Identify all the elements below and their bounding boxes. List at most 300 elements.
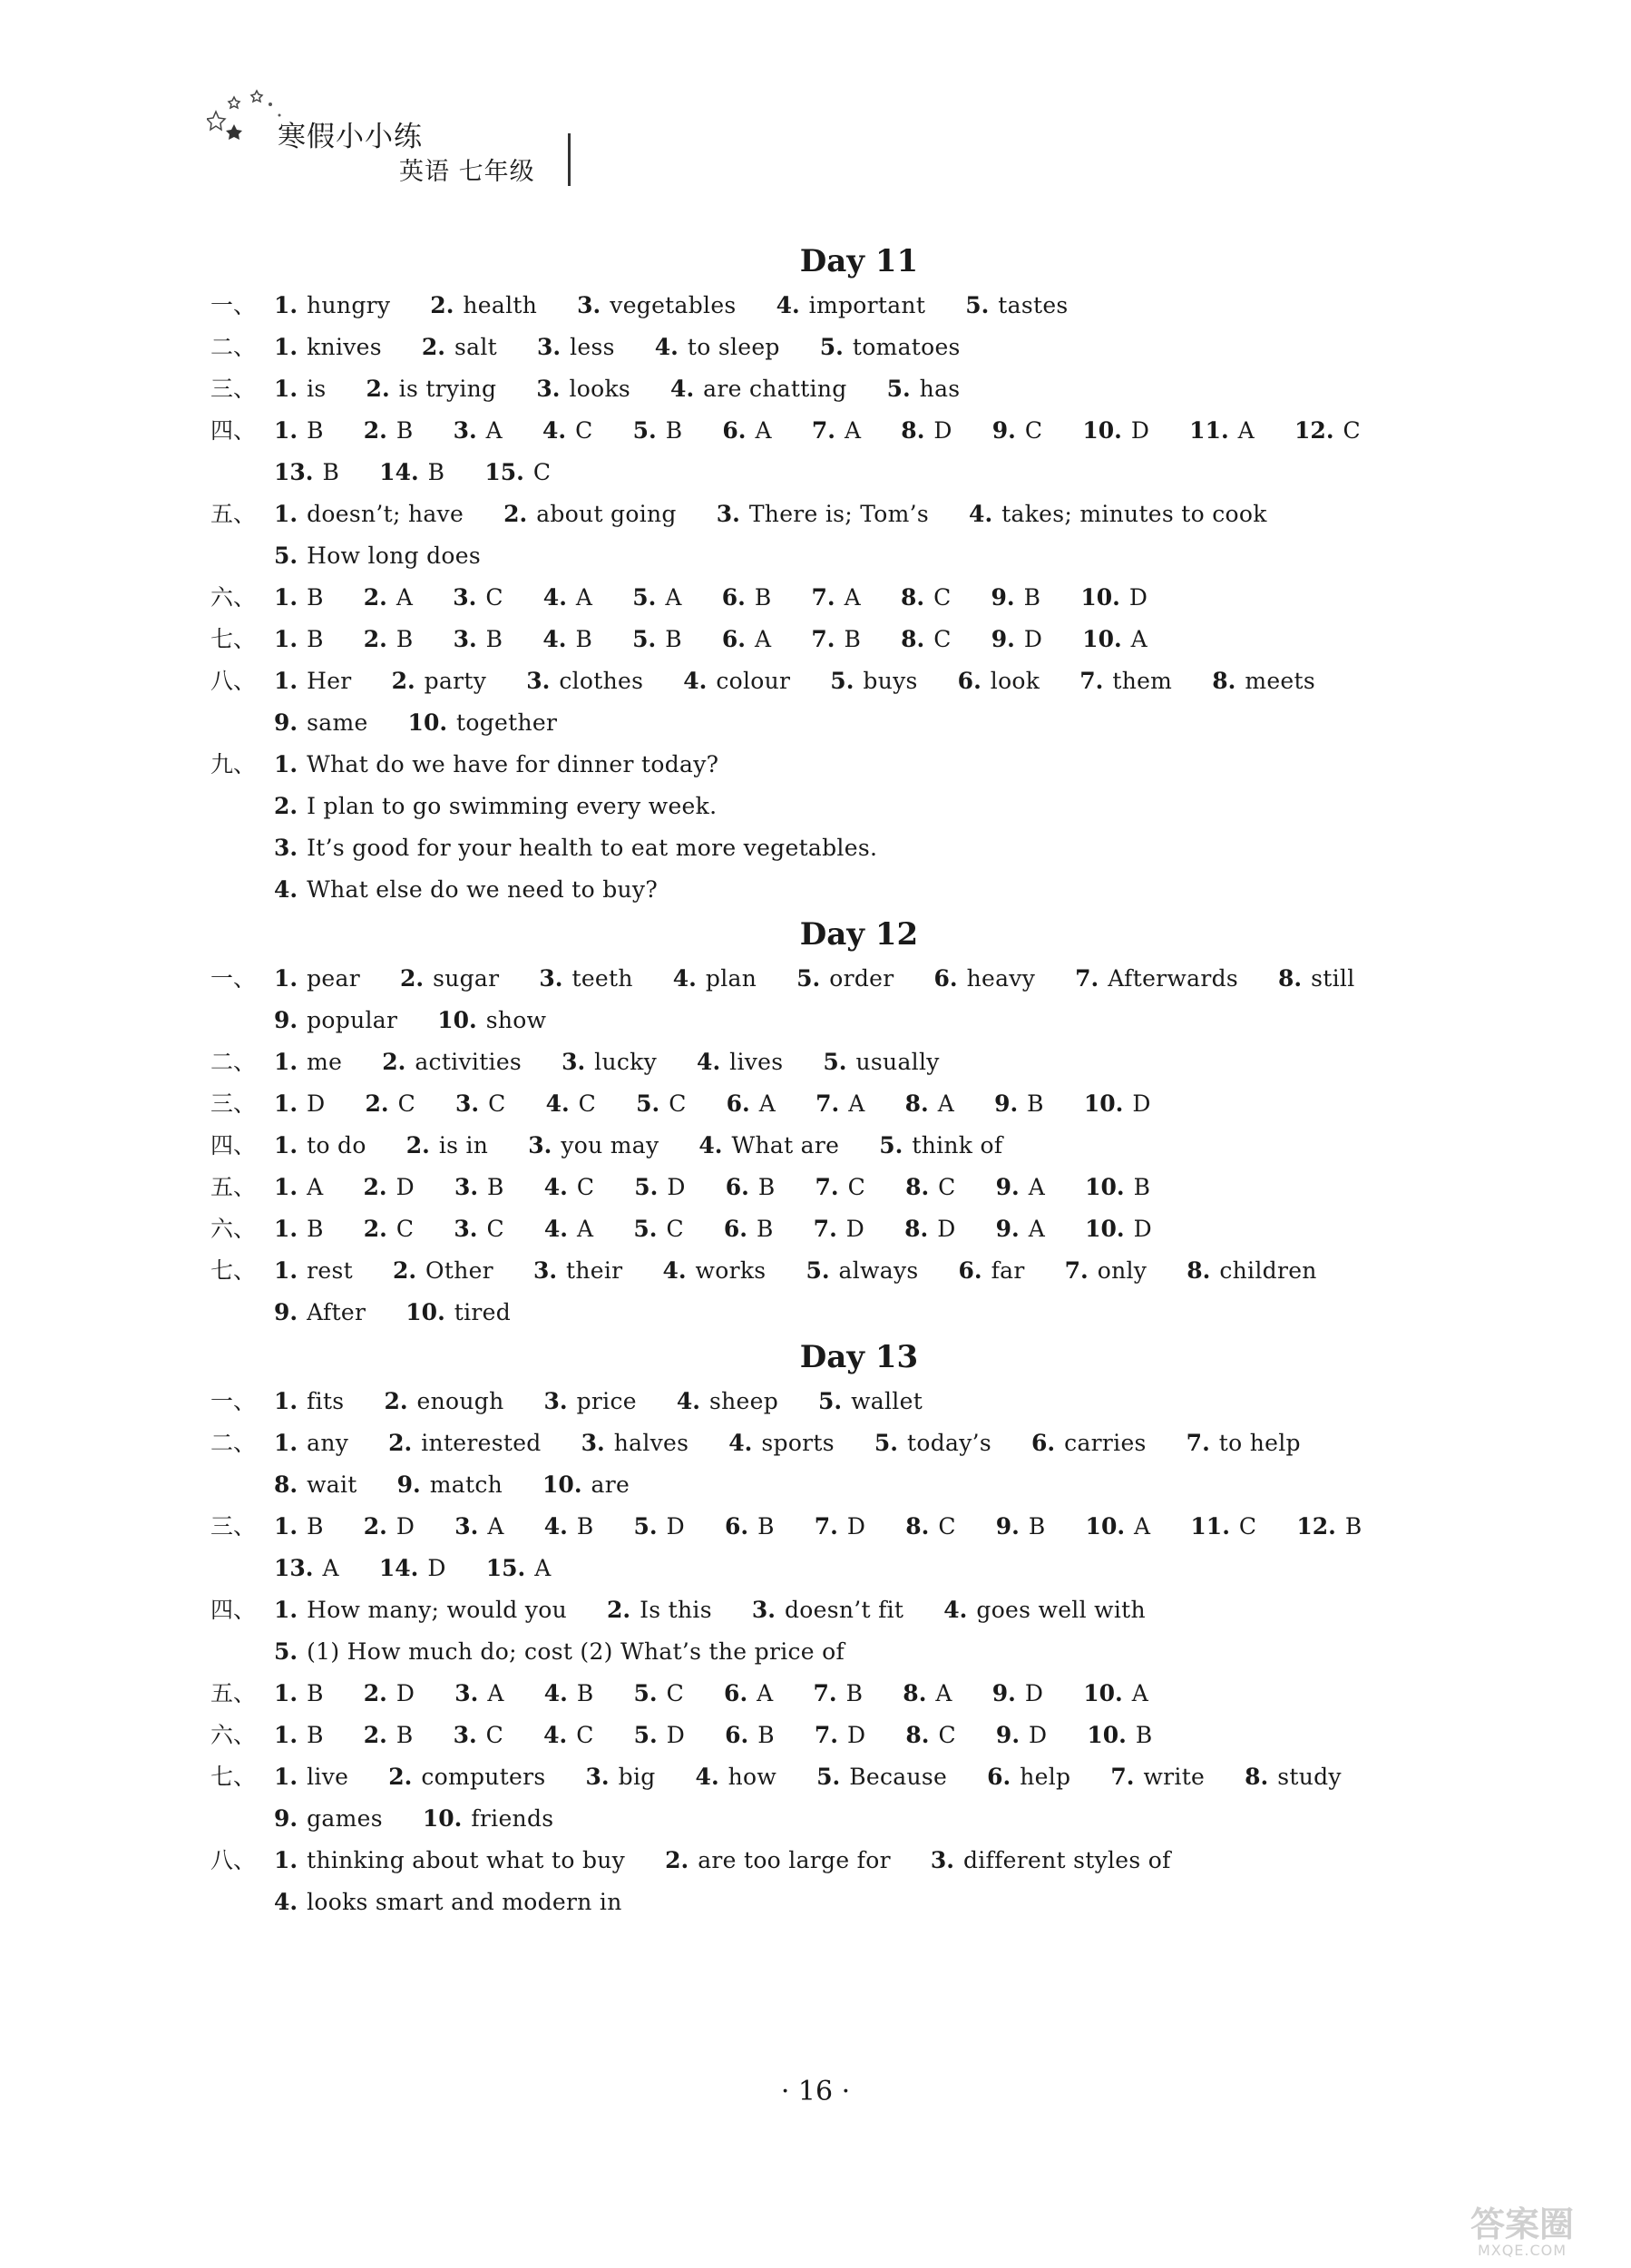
answer-item (1087, 1715, 1152, 1756)
question-group-label: 六、 (210, 584, 257, 611)
answer-item (901, 577, 952, 619)
answer-item (1079, 660, 1172, 702)
answer-item (665, 1840, 891, 1882)
answer-number: 3. (453, 417, 477, 444)
answer-text: (1) How much do; cost (2) What’s the price of (307, 1638, 845, 1665)
answer-text: B (322, 459, 340, 485)
answer-text: is in (438, 1132, 489, 1158)
answer-row (210, 702, 1444, 744)
answer-items (274, 1756, 1382, 1798)
answer-number: 2. (363, 417, 387, 444)
answer-text: C (532, 459, 552, 485)
answer-items (274, 1083, 1191, 1125)
answer-text: A (844, 584, 861, 611)
answer-number: 4. (698, 1132, 723, 1158)
answer-item (820, 327, 961, 368)
answer-item (683, 660, 790, 702)
answer-number: 5. (633, 1680, 658, 1706)
question-group-label: 二、 (210, 1049, 257, 1075)
question-group-label: 六、 (210, 1722, 257, 1748)
answer-item (365, 1083, 415, 1125)
answer-item (634, 1715, 685, 1756)
answer-row (210, 327, 1444, 368)
answer-item (274, 660, 352, 702)
answer-item (996, 1715, 1047, 1756)
answer-items (274, 1041, 980, 1083)
answer-item (814, 1673, 864, 1715)
answer-number: 2. (503, 501, 528, 527)
day-section (210, 911, 1444, 1334)
answer-text: A (755, 417, 772, 444)
answer-item (830, 660, 917, 702)
answer-item (539, 958, 632, 1000)
answer-number: 4. (683, 668, 708, 694)
answer-item (384, 1381, 503, 1422)
answer-text: C (576, 1722, 594, 1748)
answer-item (1082, 619, 1148, 660)
answer-number: 5. (633, 1216, 658, 1242)
question-group-label: 八、 (210, 668, 257, 694)
answer-text: C (1238, 1513, 1257, 1540)
question-group-label: 四、 (210, 417, 257, 444)
book-title: 寒假小小练 (278, 121, 423, 153)
answer-item (1187, 1250, 1316, 1292)
answer-item (812, 410, 861, 452)
answer-text: D (396, 1174, 415, 1200)
answer-text: heavy (966, 965, 1036, 992)
answer-text: D (1130, 417, 1150, 444)
answer-text: doesn’t fit (784, 1597, 904, 1623)
answer-content (210, 238, 1444, 1923)
answer-text: A (396, 584, 414, 611)
answer-number: 1. (274, 626, 298, 652)
answer-number: 3. (751, 1597, 776, 1623)
answer-number: 10. (1087, 1722, 1127, 1748)
answer-item (274, 577, 324, 619)
answer-number: 1. (274, 1764, 298, 1790)
answer-number: 10. (405, 1299, 445, 1325)
answer-text: A (937, 1090, 955, 1117)
answer-text: B (396, 1722, 414, 1748)
answer-text: C (933, 626, 952, 652)
answer-item (903, 1673, 952, 1715)
answer-text: popular (307, 1007, 398, 1033)
answer-text: I plan to go swimming every week. (307, 793, 718, 819)
answer-number: 8. (905, 1174, 930, 1200)
answer-text: is trying (398, 376, 497, 402)
answer-item (1075, 958, 1238, 1000)
answer-item (607, 1589, 712, 1631)
answer-item (633, 410, 683, 452)
answer-row (210, 619, 1444, 660)
answer-number: 1. (274, 584, 298, 611)
answer-text: meets (1245, 668, 1315, 694)
answer-number: 4. (654, 334, 679, 360)
answer-number: 8. (1212, 668, 1236, 694)
answer-item (1190, 1506, 1256, 1548)
answer-number: 2. (363, 1722, 387, 1748)
answer-item (670, 368, 847, 410)
answer-number: 6. (958, 1257, 982, 1284)
answer-item (633, 1208, 684, 1250)
answer-text: big (618, 1764, 656, 1790)
answer-item (274, 1125, 366, 1167)
answer-number: 2. (388, 1430, 413, 1456)
answer-text: enough (416, 1388, 504, 1414)
answer-item (722, 619, 771, 660)
answer-item (379, 452, 444, 494)
answer-item (543, 1715, 594, 1756)
answer-number: 1. (274, 1049, 298, 1075)
answer-text: tastes (998, 292, 1069, 318)
answer-item (752, 1589, 903, 1631)
answer-item (274, 702, 368, 744)
answer-text: C (485, 1722, 504, 1748)
answer-items (274, 1464, 669, 1506)
answer-item (726, 1167, 776, 1208)
answer-text: A (487, 1680, 504, 1706)
answer-number: 6. (725, 1722, 749, 1748)
day-title: Day 13 (799, 1339, 919, 1375)
answer-text: party (424, 668, 487, 694)
book-header (207, 86, 588, 186)
answer-text: B (1133, 1174, 1151, 1200)
answer-text: C (666, 1680, 685, 1706)
answer-number: 2. (366, 376, 390, 402)
answer-row (210, 452, 1444, 494)
answer-text: hungry (307, 292, 391, 318)
answer-number: 1. (274, 965, 298, 992)
answer-item (725, 1715, 775, 1756)
answer-text: help (1020, 1764, 1071, 1790)
answer-text: teeth (571, 965, 633, 992)
answer-item (992, 1673, 1043, 1715)
answer-text: A (1131, 1680, 1149, 1706)
answer-text: A (322, 1555, 339, 1581)
answer-number: 3. (536, 376, 561, 402)
answer-item (905, 1715, 956, 1756)
answer-item (806, 1250, 918, 1292)
answer-number: 3. (562, 1049, 586, 1075)
answer-number: 2. (363, 1174, 387, 1200)
answer-text: What else do we need to buy? (307, 876, 659, 903)
answer-text: B (396, 417, 414, 444)
answer-row (210, 1882, 1444, 1923)
answer-text: B (307, 417, 324, 444)
answer-row (210, 1250, 1444, 1292)
answer-number: 7. (811, 584, 835, 611)
question-group-label: 七、 (210, 1764, 257, 1790)
answer-text: them (1112, 668, 1173, 694)
answer-text: C (575, 417, 593, 444)
page-number: · 16 · (780, 2076, 851, 2107)
answer-item (987, 1756, 1070, 1798)
answer-number: 6. (726, 1090, 750, 1117)
answer-number: 4. (274, 876, 298, 903)
answer-number: 7. (814, 1722, 839, 1748)
answer-number: 5. (886, 376, 911, 402)
answer-item (812, 577, 861, 619)
answer-item (274, 958, 360, 1000)
answer-item (542, 619, 592, 660)
day-section (210, 238, 1444, 911)
answer-text: A (1028, 1216, 1046, 1242)
answer-item (274, 1381, 344, 1422)
answer-items (274, 1125, 1042, 1167)
answer-text: D (427, 1555, 446, 1581)
day-title: Day 12 (799, 916, 919, 953)
answer-text: how (728, 1764, 777, 1790)
answer-text: different styles of (962, 1847, 1171, 1873)
question-group-label: 七、 (210, 626, 257, 652)
answer-item (274, 1292, 366, 1334)
answer-text: far (991, 1257, 1025, 1284)
answer-number: 10. (1083, 1090, 1124, 1117)
answer-item (437, 1000, 546, 1041)
answer-item (1082, 410, 1149, 452)
answer-item (388, 1422, 541, 1464)
answer-item (405, 1292, 511, 1334)
answer-text: usually (855, 1049, 940, 1075)
answer-text: Is this (640, 1597, 712, 1623)
question-group-label: 五、 (210, 1680, 257, 1706)
answer-item (698, 1125, 839, 1167)
answer-item (991, 577, 1041, 619)
answer-number: 7. (1075, 965, 1099, 992)
answer-row (210, 1589, 1444, 1631)
answer-row (210, 535, 1444, 577)
answer-item (814, 1208, 864, 1250)
answer-text: B (757, 1174, 776, 1200)
answer-number: 15. (485, 1555, 526, 1581)
answer-number: 9. (274, 1299, 298, 1325)
answer-text: still (1311, 965, 1355, 992)
answer-number: 7. (814, 1513, 838, 1540)
answer-text: D (396, 1513, 415, 1540)
answer-row (210, 660, 1444, 702)
answer-item (816, 1167, 866, 1208)
answer-text: has (919, 376, 961, 402)
answer-text: A (1130, 626, 1148, 652)
answer-number: 3. (526, 668, 551, 694)
answer-row (210, 1798, 1444, 1840)
answer-number: 14. (379, 459, 419, 485)
answer-item (274, 1208, 324, 1250)
answer-number: 6. (722, 417, 747, 444)
answer-text: A (487, 1513, 504, 1540)
answer-item (1187, 1422, 1301, 1464)
answer-number: 10. (1085, 1216, 1125, 1242)
answer-item (274, 1506, 324, 1548)
answer-item (486, 1548, 552, 1589)
answer-text: friends (471, 1805, 554, 1832)
answer-item (274, 1589, 567, 1631)
answer-text: D (1128, 584, 1148, 611)
answer-item (528, 1125, 659, 1167)
answer-text: halves (613, 1430, 689, 1456)
answer-number: 5. (796, 965, 821, 992)
answer-item (274, 1422, 348, 1464)
answer-item (697, 1041, 783, 1083)
answer-text: buys (863, 668, 918, 694)
answer-text: A (935, 1680, 952, 1706)
answer-item (274, 1715, 324, 1756)
answer-number: 5. (632, 584, 657, 611)
answer-number: 4. (543, 1174, 568, 1200)
answer-text: A (307, 1174, 324, 1200)
answer-number: 2. (388, 1764, 413, 1790)
answer-item (393, 1250, 493, 1292)
answer-text: sports (761, 1430, 835, 1456)
answer-number: 9. (995, 1216, 1020, 1242)
answer-text: B (307, 1722, 324, 1748)
answer-text: There is; Tom’s (748, 501, 930, 527)
answer-number: 8. (904, 1090, 929, 1117)
answer-text: salt (454, 334, 497, 360)
answer-item (379, 1548, 446, 1589)
answer-item (544, 1167, 595, 1208)
answer-number: 2. (363, 626, 387, 652)
answer-items (274, 958, 1395, 1000)
answer-text: looks (569, 376, 631, 402)
answer-text: write (1143, 1764, 1206, 1790)
answer-row (210, 1464, 1444, 1506)
answer-items (274, 1548, 591, 1589)
answer-text: B (307, 1513, 324, 1540)
answer-text: is (307, 376, 327, 402)
answer-number: 5. (874, 1430, 899, 1456)
answer-row (210, 368, 1444, 410)
answer-item (364, 1673, 415, 1715)
answer-item (526, 660, 643, 702)
answer-item (274, 869, 658, 911)
answer-number: 4. (543, 1216, 568, 1242)
answer-item (274, 1083, 325, 1125)
answer-item (392, 660, 487, 702)
answer-item (274, 327, 382, 368)
answer-number: 5. (632, 626, 657, 652)
answer-item (1085, 1208, 1152, 1250)
answer-text: A (755, 626, 772, 652)
answer-number: 5. (633, 1722, 658, 1748)
answer-item (274, 1464, 357, 1506)
answer-number: 5. (819, 334, 844, 360)
answer-number: 1. (274, 1680, 298, 1706)
answer-item (634, 1167, 685, 1208)
answer-item (397, 1464, 503, 1506)
answer-text: D (1133, 1216, 1152, 1242)
answer-item (364, 1715, 414, 1756)
answer-number: 2. (405, 1132, 430, 1158)
answer-item (586, 1756, 656, 1798)
answer-number: 3. (455, 1090, 480, 1117)
answer-number: 1. (274, 1513, 298, 1540)
answer-text: B (1027, 1090, 1044, 1117)
answer-text: B (1028, 1513, 1046, 1540)
answer-item (725, 1506, 775, 1548)
answer-number: 4. (670, 376, 695, 402)
answer-item (1110, 1756, 1205, 1798)
answer-text: less (570, 334, 615, 360)
answer-text: B (575, 626, 593, 652)
answer-number: 4. (542, 584, 567, 611)
answer-item (274, 1631, 845, 1673)
answer-item (544, 1208, 593, 1250)
book-subtitle: 英语 七年级 (399, 158, 535, 186)
answer-item (454, 1506, 503, 1548)
answer-text: live (307, 1764, 349, 1790)
answer-number: 3. (930, 1847, 954, 1873)
answer-number: 2. (430, 292, 454, 318)
answer-text: goes well with (976, 1597, 1146, 1623)
answer-item (454, 619, 503, 660)
answer-item (634, 1506, 685, 1548)
answer-item (1296, 1506, 1362, 1548)
answer-text: are (591, 1471, 630, 1498)
answer-item (887, 368, 961, 410)
answer-item (1065, 1250, 1148, 1292)
answer-number: 7. (811, 626, 835, 652)
answer-item (905, 1083, 954, 1125)
answer-text: health (463, 292, 538, 318)
answer-item (274, 1250, 353, 1292)
answer-item (546, 1083, 597, 1125)
answer-item (816, 1756, 947, 1798)
answer-number: 6. (721, 584, 746, 611)
answer-text: important (808, 292, 926, 318)
answer-text: C (488, 1090, 506, 1117)
answer-number: 6. (933, 965, 958, 992)
answer-text: knives (307, 334, 382, 360)
answer-number: 4. (543, 1680, 568, 1706)
answer-text: works (695, 1257, 767, 1284)
answer-text: tired (454, 1299, 512, 1325)
answer-item (991, 619, 1042, 660)
answer-number: 10. (1085, 1513, 1126, 1540)
answer-text: same (307, 709, 368, 736)
answer-text: D (933, 417, 952, 444)
answer-text: fits (307, 1388, 345, 1414)
answer-items (274, 327, 1001, 368)
day-section (210, 1334, 1444, 1923)
answer-item (274, 786, 717, 827)
answer-number: 8. (901, 417, 925, 444)
answer-item (364, 1208, 415, 1250)
answer-item (965, 285, 1068, 327)
answer-text: B (576, 1680, 594, 1706)
answer-item (274, 619, 324, 660)
answer-number: 9. (994, 1090, 1019, 1117)
answer-text: D (307, 1090, 326, 1117)
answer-text: plan (705, 965, 757, 992)
answer-text: any (307, 1430, 349, 1456)
answer-row (210, 1756, 1444, 1798)
answer-number: 6. (724, 1513, 749, 1540)
answer-number: 1. (274, 334, 298, 360)
answer-number: 9. (991, 584, 1015, 611)
answer-number: 2. (399, 965, 425, 992)
answer-row (210, 1000, 1444, 1041)
answer-number: 2. (363, 1680, 387, 1706)
answer-number: 2. (421, 334, 446, 360)
answer-number: 9. (991, 417, 1016, 444)
answer-item (905, 1167, 956, 1208)
answer-text: clothes (559, 668, 644, 694)
answer-number: 10. (542, 1471, 582, 1498)
answer-number: 4. (697, 1049, 721, 1075)
answer-text: together (456, 709, 558, 736)
answer-item (484, 452, 551, 494)
